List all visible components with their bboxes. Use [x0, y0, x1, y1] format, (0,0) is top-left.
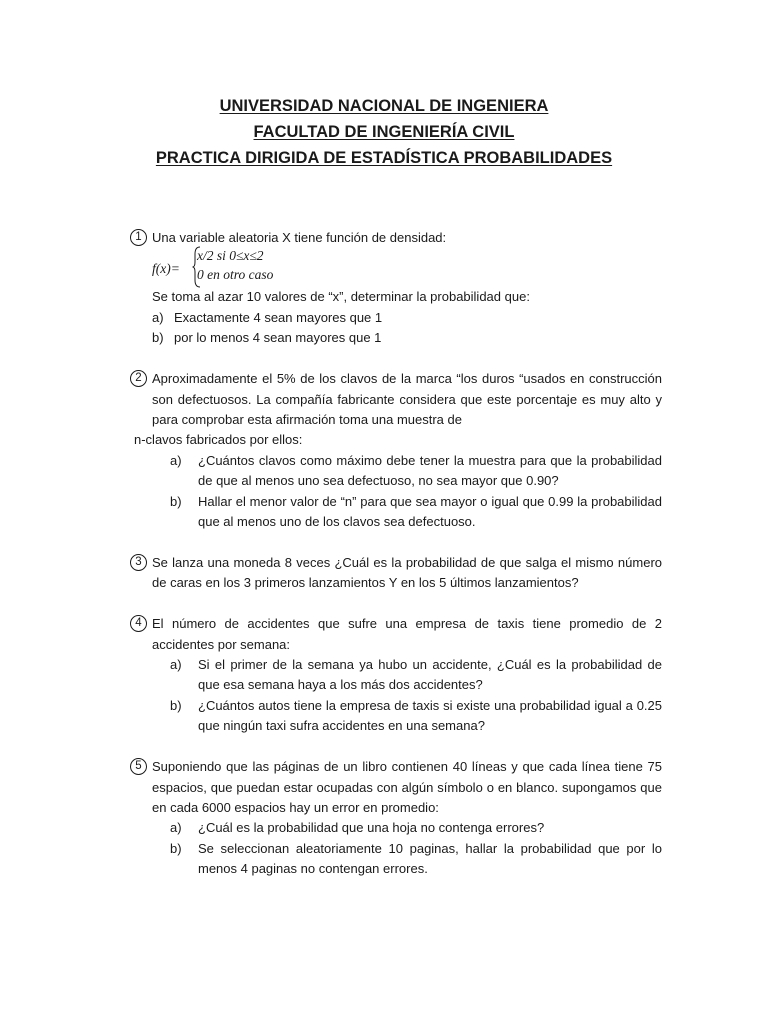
formula-lhs: f(x)=	[152, 261, 180, 277]
item-text: por lo menos 4 sean mayores que 1	[174, 330, 382, 346]
document-header	[0, 93, 768, 171]
list-item	[152, 451, 662, 492]
practice-title: PRACTICA DIRIGIDA DE ESTADÍSTICA PROBABILIDADES	[155, 149, 613, 167]
item-label: a)	[170, 657, 182, 672]
item-label: b)	[170, 697, 182, 713]
list-item	[152, 328, 662, 348]
list-item	[152, 308, 662, 328]
question-2	[130, 369, 662, 532]
question-text: Se lanza una moneda 8 veces ¿Cuál es la probabilidad de que salga el mismo número de caras en los 3 primeros lanzamientos Y en los 5 últimos lanzamientos?	[152, 554, 662, 591]
question-text-cont: n-clavos fabricados por ellos:	[134, 432, 303, 448]
question-3	[130, 553, 662, 594]
question-5	[130, 757, 662, 879]
item-text: Exactamente 4 sean mayores que 1	[174, 309, 383, 325]
university-title: UNIVERSIDAD NACIONAL DE INGENIERA	[219, 97, 549, 115]
list-item	[152, 818, 662, 838]
question-4	[130, 614, 662, 736]
question-text: Suponiendo que las páginas de un libro contienen 40 líneas y que cada línea tiene 75 espacios, que puedan estar ocupadas con algún símbolo o en blanco. supongamos que en cada 6000 espacios hay un error en promedio:	[152, 759, 662, 815]
questions-list	[130, 228, 662, 880]
question-text: Una variable aleatoria X tiene función de densidad:	[152, 230, 447, 245]
density-formula	[152, 248, 662, 288]
question-number-badge: 5	[130, 758, 147, 775]
item-label: a)	[152, 309, 164, 325]
formula-case-2: 0 en otro caso	[197, 267, 274, 283]
question-text: El número de accidentes que sufre una empresa de taxis tiene promedio de 2 accidentes por semana:	[152, 616, 662, 652]
question-number-badge: 3	[130, 554, 147, 571]
item-label: a)	[170, 452, 182, 468]
question-text-2: Se toma al azar 10 valores de “x”, determinar la probabilidad que:	[152, 289, 530, 305]
item-text: ¿Cuántos clavos como máximo debe tener la muestra para que la probabilidad de que al menos uno sea defectuoso, no sea mayor que 0.90?	[198, 452, 662, 489]
question-1	[130, 228, 662, 349]
question-number-badge: 1	[130, 229, 147, 246]
list-item	[152, 492, 662, 533]
item-label: b)	[152, 330, 164, 346]
faculty-title: FACULTAD DE INGENIERÍA CIVIL	[253, 123, 515, 141]
item-text: ¿Cuántos autos tiene la empresa de taxis si existe una probabilidad igual a 0.25 que ningún taxi sufra accidentes en una semana?	[198, 697, 662, 734]
item-text: Si el primer de la semana ya hubo un accidente, ¿Cuál es la probabilidad de que esa semana haya a los más dos accidentes?	[198, 657, 662, 693]
question-text: Aproximadamente el 5% de los clavos de la marca “los duros “usados en construcción son defectuosos. La compañía fabricante considera que este porcentaje es muy alto y para comprobar esta afirmación toma una muestra de	[152, 371, 662, 427]
item-label: b)	[170, 493, 182, 509]
item-text: ¿Cuál es la probabilidad que una hoja no contenga errores?	[198, 820, 545, 836]
question-number-badge: 4	[130, 615, 147, 632]
question-number-badge: 2	[130, 370, 147, 387]
item-text: Hallar el menor valor de “n” para que sea mayor o igual que 0.99 la probabilidad que al menos uno de los clavos sea defectuoso.	[198, 493, 662, 529]
list-item	[152, 839, 662, 880]
formula-case-1: x/2 si 0≤x≤2	[197, 248, 264, 264]
list-item	[152, 655, 662, 696]
item-label: a)	[170, 820, 182, 836]
list-item	[152, 696, 662, 737]
item-text: Se seleccionan aleatoriamente 10 paginas, hallar la probabilidad que por lo menos 4 paginas no contengan errores.	[198, 840, 662, 877]
item-label: b)	[170, 840, 182, 856]
